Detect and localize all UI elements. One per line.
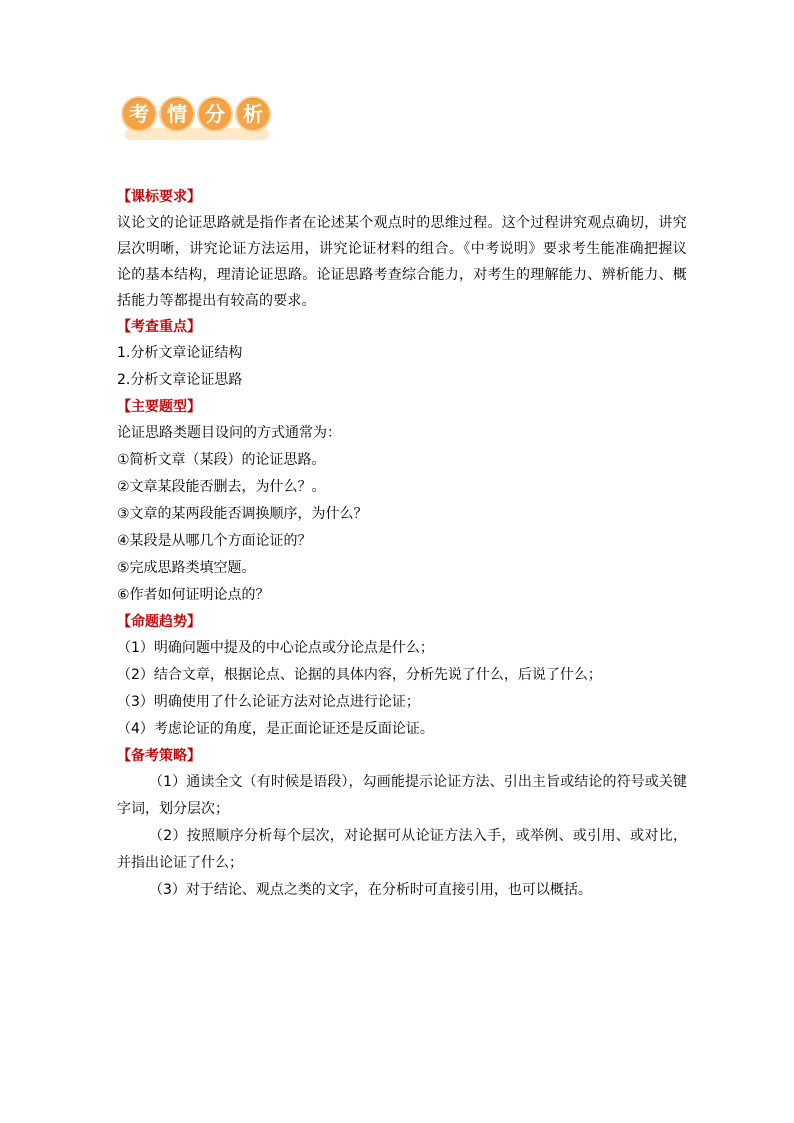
banner-char-2: 情 [159, 96, 195, 132]
celue-item: （3）对于结论、观点之类的文字，在分析时可直接引用，也可以概括。 [149, 882, 592, 898]
heading-celue: 【备考策略】 [117, 748, 201, 764]
tixing-intro: 论证思路类题目设问的方式通常为： [117, 425, 341, 441]
kaocha-item: 2.分析文章论证思路 [117, 372, 243, 388]
tixing-item: ②文章某段能否删去，为什么？。 [117, 479, 326, 495]
qushi-item: （1）明确问题中提及的中心论点或分论点是什么； [117, 640, 434, 656]
qushi-item: （4）考虑论证的角度，是正面论证还是反面论证。 [117, 721, 434, 737]
celue-item: （1）通读全文（有时候是语段），勾画能提示论证方法、引出主旨或结论的符号或关键字词，划分层次； [117, 774, 687, 817]
kaocha-item: 1.分析文章论证结构 [117, 345, 243, 361]
heading-tixing: 【主要题型】 [117, 399, 201, 415]
section-banner [121, 96, 273, 142]
banner-char-1: 考 [121, 96, 157, 132]
tixing-item: ⑥作者如何证明论点的？ [117, 587, 270, 603]
heading-kebiao: 【课标要求】 [117, 189, 201, 205]
banner-char-4: 析 [235, 96, 271, 132]
tixing-item: ③文章的某两段能否调换顺序，为什么？ [117, 506, 368, 522]
banner-circles [121, 96, 273, 132]
qushi-item: （2）结合文章，根据论点、论据的具体内容，分析先说了什么，后说了什么； [117, 667, 602, 683]
qushi-item: （3）明确使用了什么论证方法对论点进行论证； [117, 694, 420, 710]
heading-kaocha: 【考查重点】 [117, 319, 201, 335]
tixing-item: ①简析文章（某段）的论证思路。 [117, 452, 326, 468]
heading-qushi: 【命题趋势】 [117, 614, 201, 630]
tixing-item: ⑤完成思路类填空题。 [117, 560, 256, 576]
kebiao-paragraph: 议论文的论证思路就是指作者在论述某个观点时的思维过程。这个过程讲究观点确切，讲究层次明晰，讲究论证方法运用，讲究论证材料的组合。《中考说明》要求考生能准确把握议论的基本结构，理清论证思路。论证思路考查综合能力，对考生的理解能力、辨析能力、概括能力等都提出有较高的要求。 [117, 215, 687, 309]
banner-char-3: 分 [197, 96, 233, 132]
celue-item: （2）按照顺序分析每个层次，对论据可从论证方法入手，或举例、或引用、或对比，并指出论证了什么； [117, 828, 687, 871]
document-body [117, 184, 687, 904]
tixing-item: ④某段是从哪几个方面论证的？ [117, 533, 312, 549]
